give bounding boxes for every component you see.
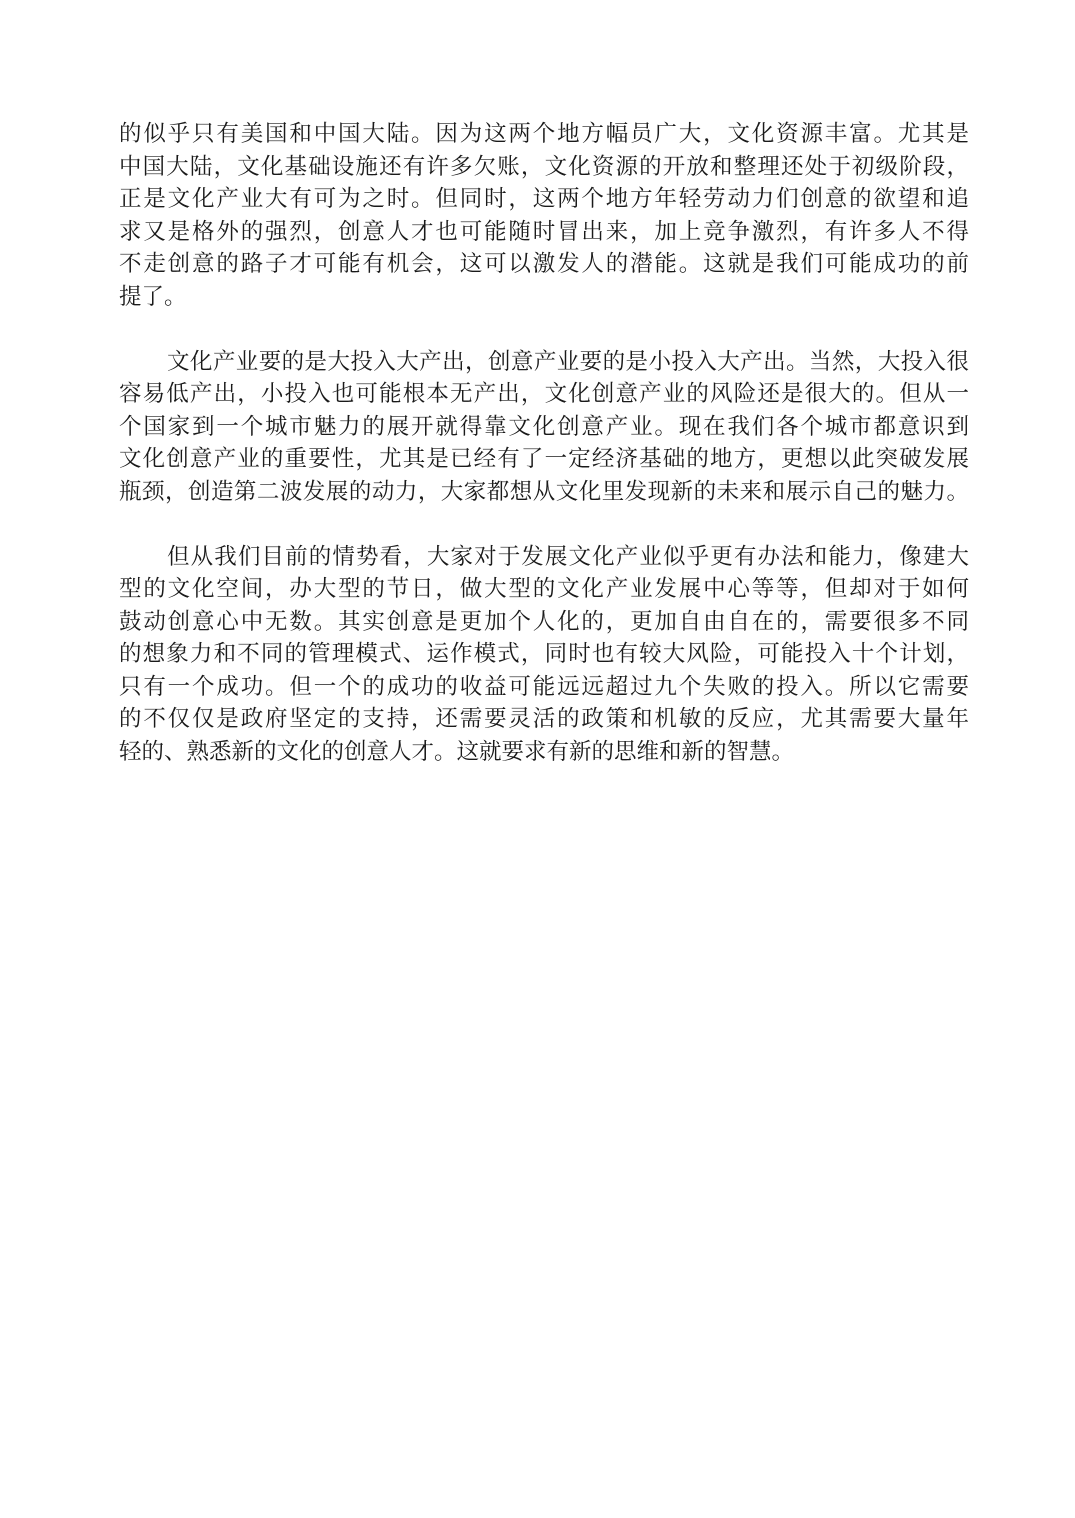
text-line: 文化创意产业的重要性，尤其是已经有了一定经济基础的地方，更想以此突破发展 <box>119 446 969 472</box>
text-line: 鼓动创意心中无数。其实创意是更加个人化的，更加自由自在的，需要很多不同 <box>119 608 969 635</box>
text-line: 求又是格外的强烈，创意人才也可能随时冒出来，加上竞争激烈，有许多人不得 <box>119 218 969 245</box>
text-line: 容易低产出，小投入也可能根本无产出，文化创意产业的风险还是很大的。但从一 <box>119 381 969 407</box>
text-line: 文化产业要的是大投入大产出，创意产业要的是小投入大产出。当然，大投入很 <box>167 348 969 375</box>
text-line: 提了。 <box>119 283 187 310</box>
text-line: 的想象力和不同的管理模式、运作模式，同时也有较大风险，可能投入十个计划， <box>119 641 969 667</box>
paragraph-1 <box>119 118 969 313</box>
text-line: 但从我们目前的情势看，大家对于发展文化产业似乎更有办法和能力，像建大 <box>167 543 969 570</box>
text-line: 中国大陆，文化基础设施还有许多欠账，文化资源的开放和整理还处于初级阶段， <box>119 153 969 180</box>
text-line: 瓶颈，创造第二波发展的动力，大家都想从文化里发现新的未来和展示自己的魅力。 <box>119 478 969 505</box>
text-line: 正是文化产业大有可为之时。但同时，这两个地方年轻劳动力们创意的欲望和追 <box>119 186 969 212</box>
text-line: 轻的、熟悉新的文化的创意人才。这就要求有新的思维和新的智慧。 <box>119 738 795 765</box>
text-line: 不走创意的路子才可能有机会，这可以激发人的潜能。这就是我们可能成功的前 <box>119 251 969 277</box>
text-line: 个国家到一个城市魅力的展开就得靠文化创意产业。现在我们各个城市都意识到 <box>119 413 969 440</box>
body-text <box>119 118 969 768</box>
paragraph-2 <box>119 346 969 509</box>
text-line: 的不仅仅是政府坚定的支持，还需要灵活的政策和机敏的反应，尤其需要大量年 <box>119 706 969 732</box>
text-line: 型的文化空间，办大型的节日，做大型的文化产业发展中心等等，但却对于如何 <box>119 576 969 602</box>
text-line: 的似乎只有美国和中国大陆。因为这两个地方幅员广大，文化资源丰富。尤其是 <box>119 121 969 147</box>
paragraph-3 <box>119 541 969 769</box>
text-line: 只有一个成功。但一个的成功的收益可能远远超过九个失败的投入。所以它需要 <box>119 673 969 700</box>
